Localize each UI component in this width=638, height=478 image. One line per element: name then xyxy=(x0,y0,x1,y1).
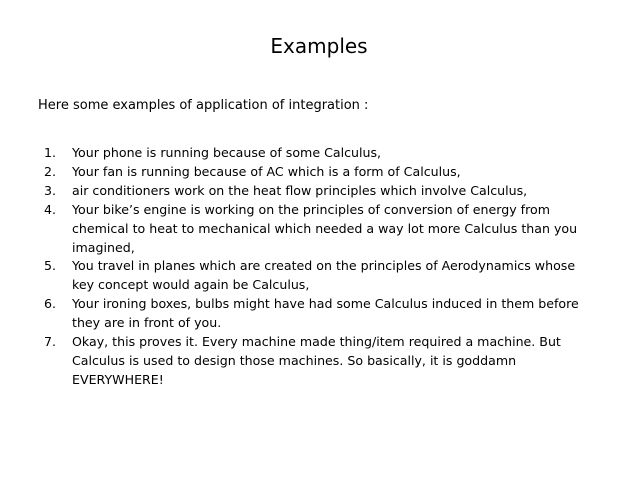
list-item xyxy=(38,295,598,333)
list-item xyxy=(38,201,598,258)
list-item-text: Your ironing boxes, bulbs might have had some Calculus induced in them before they are in front of you. xyxy=(72,296,579,331)
list-item xyxy=(38,144,598,163)
slide-title: Examples xyxy=(270,34,368,58)
examples-list xyxy=(38,144,598,390)
list-item-text: You travel in planes which are created on the principles of Aerodynamics whose key concept would again be Calculus, xyxy=(72,258,576,293)
list-item-number: 7. xyxy=(44,334,57,350)
list-item-number: 2. xyxy=(44,163,57,179)
list-item-number: 3. xyxy=(44,182,57,198)
list-item xyxy=(38,333,598,390)
list-item-number: 5. xyxy=(44,258,57,274)
list-item xyxy=(38,163,598,182)
intro-text: Here some examples of application of integration : xyxy=(38,98,369,113)
list-item-text: Okay, this proves it. Every machine made thing/item required a machine. But Calculus is used to design those machines. So basically, it is goddamn EVERYWHERE! xyxy=(72,334,561,387)
list-item-number: 4. xyxy=(44,201,57,217)
list-item-number: 1. xyxy=(44,145,57,160)
list-item xyxy=(38,257,598,295)
list-item-text: air conditioners work on the heat flow principles which involve Calculus, xyxy=(72,182,528,198)
list-item-text: Your bike’s engine is working on the principles of conversion of energy from chemical to heat to mechanical which needed a way lot more Calculus than you imagined, xyxy=(72,201,578,255)
list-item-text: Your phone is running because of some Calculus, xyxy=(72,145,382,160)
list-item-number: 6. xyxy=(44,296,57,312)
list-item-text: Your fan is running because of AC which is a form of Calculus, xyxy=(72,163,461,179)
list-item xyxy=(38,182,598,201)
